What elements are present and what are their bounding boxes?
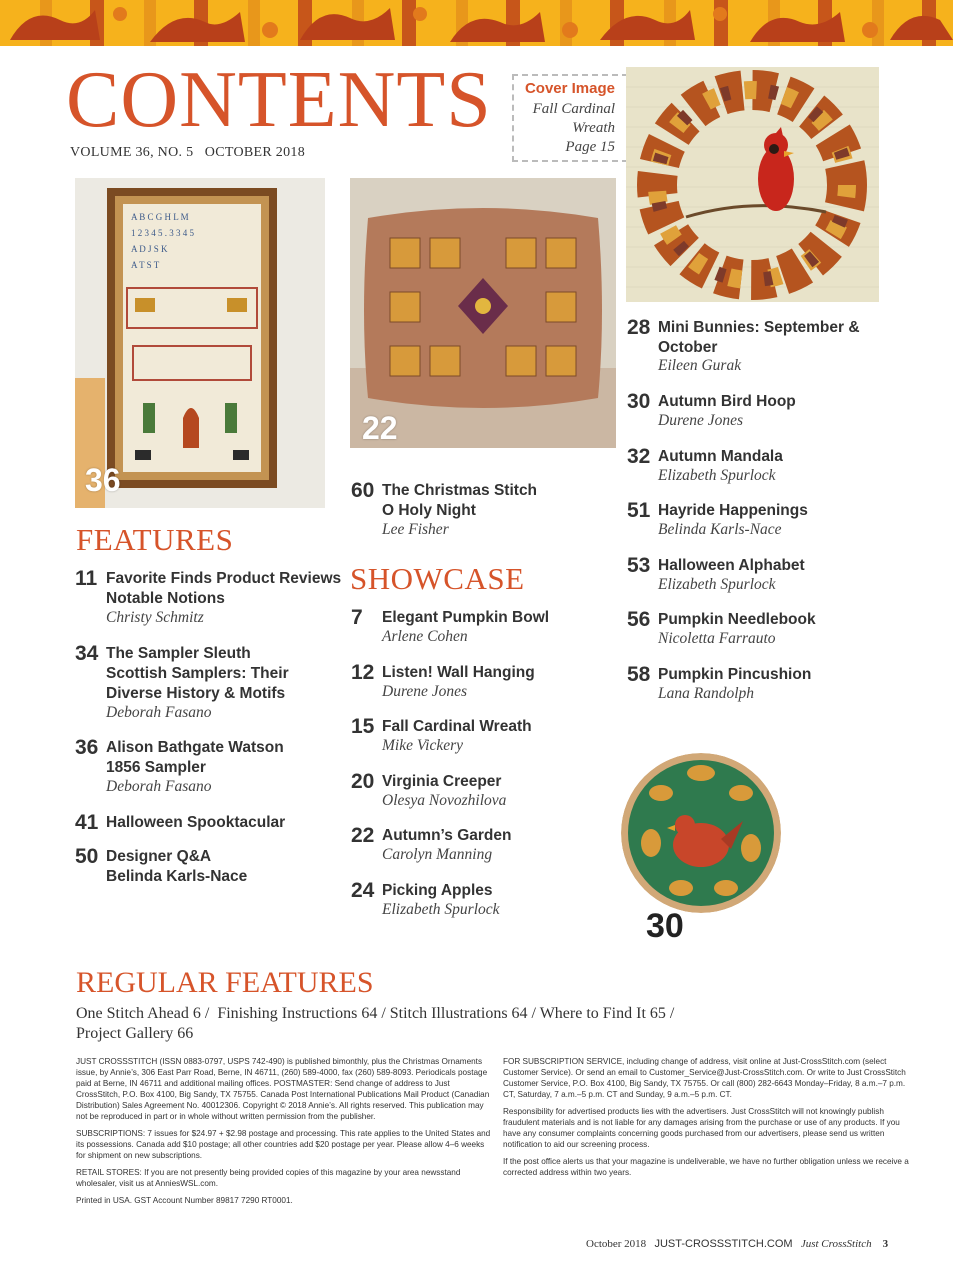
toc-entry[interactable]: [351, 879, 611, 929]
cover-image-caption: [520, 100, 615, 157]
toc-author: Lee Fisher: [382, 521, 449, 538]
toc-author: Arlene Cohen: [382, 628, 468, 645]
cover-line: Fall Cardinal: [532, 101, 615, 117]
toc-title: Listen! Wall Hanging: [382, 664, 535, 681]
toc-page-number: 56: [627, 608, 651, 631]
top-banner: [0, 0, 953, 46]
toc-title: Halloween Spooktacular: [106, 814, 286, 831]
post-office-info: If the post office alerts us that your magazine is undeliverable, we have no further obligation unless we receive a corrected address within two years.: [503, 1157, 909, 1177]
regular-features-list: One Stitch Ahead 6 / Finishing Instructions 64 / Stitch Illustrations 64 / Where to Find It 65 / Project Gallery 66: [76, 1005, 675, 1042]
toc-entry[interactable]: [75, 845, 345, 891]
toc-entry[interactable]: [627, 608, 897, 658]
toc-page-number: 58: [627, 663, 651, 686]
toc-entry[interactable]: [627, 499, 897, 549]
toc-page-number: 34: [75, 642, 99, 665]
toc-entry[interactable]: [351, 715, 611, 765]
toc-entry[interactable]: [627, 316, 897, 382]
toc-entry[interactable]: [75, 736, 345, 806]
toc-title: Halloween Alphabet: [658, 557, 805, 574]
publication-info: JUST CROSSSTITCH (ISSN 0883-0797, USPS 742-490) is published bimonthly, plus the Christmas Ornaments issue, by Annie’s, 306 East Parr Road, Berne, IN 46711, (260) 589-4000, fax (260) 589-8093. Periodicals postage paid at Berne, IN 46711 and additional mailing offices. POSTMASTER: Send change of address to Just CrossStitch, P.O. Box 4100, Big Sandy, TX 75755. Canada Post International Publications Mail Product (Canadian Distribution) Sales Agreement No. 40012306. Copyright © 2018 Annie’s. All rights reserved. This publication may not be reproduced in part or in whole without written permission from the publisher.: [76, 1057, 490, 1121]
retail-info: RETAIL STORES: If you are not presently being provided copies of this magazine by your area newsstand wholesaler, visit us at AnniesWSL.com.: [76, 1168, 461, 1188]
toc-title: Autumn’s Garden: [382, 827, 512, 844]
toc-page-number: 60: [351, 479, 375, 502]
cover-wreath-photo[interactable]: [626, 67, 879, 302]
toc-author: Elizabeth Spurlock: [382, 901, 500, 918]
toc-author: Elizabeth Spurlock: [658, 576, 776, 593]
toc-entry[interactable]: [75, 811, 345, 837]
toc-page-number: 53: [627, 554, 651, 577]
svg-text:A B C G H L M: A B C G H L M: [131, 212, 189, 222]
toc-author: Carolyn Manning: [382, 846, 493, 863]
toc-author: Lana Randolph: [658, 685, 755, 702]
printed-info: Printed in USA. GST Account Number 89817 7290 RT0001.: [76, 1196, 293, 1205]
toc-entry[interactable]: [351, 479, 611, 549]
toc-page-number: 50: [75, 845, 99, 868]
volume-line: VOLUME 36, NO. 5 OCTOBER 2018: [70, 145, 305, 160]
toc-author: Deborah Fasano: [106, 778, 212, 795]
toc-title: Virginia Creeper: [382, 773, 502, 790]
footer-page-number: 3: [882, 1238, 889, 1250]
toc-page-number: 36: [75, 736, 99, 759]
toc-page-number: 41: [75, 811, 99, 834]
toc-title: The Sampler Sleuth Scottish Samplers: Their Diverse History & Motifs: [106, 645, 289, 702]
bird-hoop-photo[interactable]: [621, 753, 781, 913]
fine-print-right: [503, 1056, 913, 1184]
page-footer: [586, 1238, 888, 1250]
toc-page-number: 15: [351, 715, 375, 738]
toc-title: Pumpkin Pincushion: [658, 666, 812, 683]
toc-page-number: 20: [351, 770, 375, 793]
toc-title: Favorite Finds Product Reviews Notable Notions: [106, 570, 342, 607]
cover-line: Page 15: [565, 139, 615, 155]
toc-entry[interactable]: [75, 567, 345, 637]
toc-author: Nicoletta Farrauto: [658, 630, 776, 647]
toc-title: Autumn Mandala: [658, 448, 783, 465]
toc-author: Durene Jones: [382, 683, 468, 700]
toc-entry[interactable]: [75, 642, 345, 732]
toc-page-number: 32: [627, 445, 651, 468]
page-title: CONTENTS: [66, 56, 492, 144]
subscriptions-info: SUBSCRIPTIONS: 7 issues for $24.97 + $2.98 postage and processing. This rate applies to the United States and its possessions. Canada add $10 postage; all other countries add $20 postage per year. Please allow 4–6 weeks for shipment on new subscriptions.: [76, 1129, 491, 1160]
toc-page-number: 51: [627, 499, 651, 522]
svg-text:1 2 3 4 5 . 3 3 4 5: 1 2 3 4 5 . 3 3 4 5: [131, 228, 194, 238]
toc-page-number: 7: [351, 606, 363, 629]
toc-author: Christy Schmitz: [106, 609, 204, 626]
toc-title: Fall Cardinal Wreath: [382, 718, 532, 735]
toc-author: Deborah Fasano: [106, 704, 212, 721]
toc-title: Elegant Pumpkin Bowl: [382, 609, 550, 626]
toc-author: Olesya Novozhilova: [382, 792, 507, 809]
toc-title: Picking Apples: [382, 882, 493, 899]
sampler-page-number: 36: [85, 462, 121, 498]
sampler-photo[interactable]: [75, 178, 325, 508]
pillow-page-number: 22: [362, 410, 398, 446]
toc-title: The Christmas Stitch O Holy Night: [382, 482, 538, 519]
toc-entry[interactable]: [351, 606, 611, 656]
toc-author: Durene Jones: [658, 412, 744, 429]
toc-entry[interactable]: [627, 445, 897, 495]
toc-author: Mike Vickery: [382, 737, 464, 754]
toc-page-number: 22: [351, 824, 375, 847]
toc-entry[interactable]: [627, 554, 897, 604]
toc-entry[interactable]: [351, 661, 611, 711]
cover-line: Wreath: [572, 120, 615, 136]
footer-site[interactable]: JUST-CROSSSTITCH.COM: [654, 1238, 793, 1250]
toc-page-number: 24: [351, 879, 375, 902]
toc-title: Designer Q&A Belinda Karls-Nace: [106, 848, 248, 885]
toc-author: Eileen Gurak: [658, 357, 742, 374]
toc-entry[interactable]: [351, 770, 611, 820]
svg-text:A T S T: A T S T: [131, 260, 160, 270]
cover-image-label: Cover Image: [524, 80, 615, 97]
toc-page-number: 30: [627, 390, 651, 413]
toc-entry[interactable]: [627, 390, 897, 440]
toc-title: Autumn Bird Hoop: [658, 393, 796, 410]
toc-author: Elizabeth Spurlock: [658, 467, 776, 484]
toc-title: Pumpkin Needlebook: [658, 611, 816, 628]
toc-page-number: 28: [627, 316, 651, 339]
toc-title: Mini Bunnies: September & October: [658, 319, 860, 356]
toc-title: Hayride Happenings: [658, 502, 808, 519]
pillow-photo[interactable]: [350, 178, 616, 448]
toc-author: Belinda Karls-Nace: [658, 521, 782, 538]
footer-date: October 2018: [586, 1238, 647, 1250]
responsibility-info: Responsibility for advertised products lies with the advertisers. Just CrossStitch will not knowingly publish fraudulent materials and is not liable for any damages arising from the purchase or use of any products. If you have any consumer complaints concerning goods purchased from our advertisers, please send us written notification to aid our screening process.: [503, 1107, 900, 1149]
footer-magazine: Just CrossStitch: [800, 1238, 872, 1250]
toc-entry[interactable]: [627, 663, 897, 713]
fine-print-left: [76, 1056, 496, 1212]
toc-page-number: 11: [75, 567, 98, 590]
toc-entry[interactable]: [351, 824, 611, 874]
showcase-heading: SHOWCASE: [350, 561, 525, 596]
hoop-page-number: 30: [646, 907, 684, 945]
toc-title: Alison Bathgate Watson 1856 Sampler: [106, 739, 284, 776]
features-heading: FEATURES: [76, 522, 234, 557]
subscription-service-info: FOR SUBSCRIPTION SERVICE, including change of address, visit online at Just-CrossStitch.com (select Customer Service). Or send an email to Customer_Service@Just-CrossStitch.com. Or write to Just CrossStitch Customer Service, P.O. Box 4100, Big Sandy, TX 75755. Or call (800) 282-6643 Monday–Friday, 8 a.m.–7 p.m. CT, Saturday, 7 a.m.–5 p.m. CT and Sunday, 9 a.m.–5 p.m. CT.: [503, 1057, 906, 1099]
svg-text:A D J S K: A D J S K: [131, 244, 168, 254]
regular-features-heading: REGULAR FEATURES: [76, 966, 374, 999]
toc-page-number: 12: [351, 661, 375, 684]
